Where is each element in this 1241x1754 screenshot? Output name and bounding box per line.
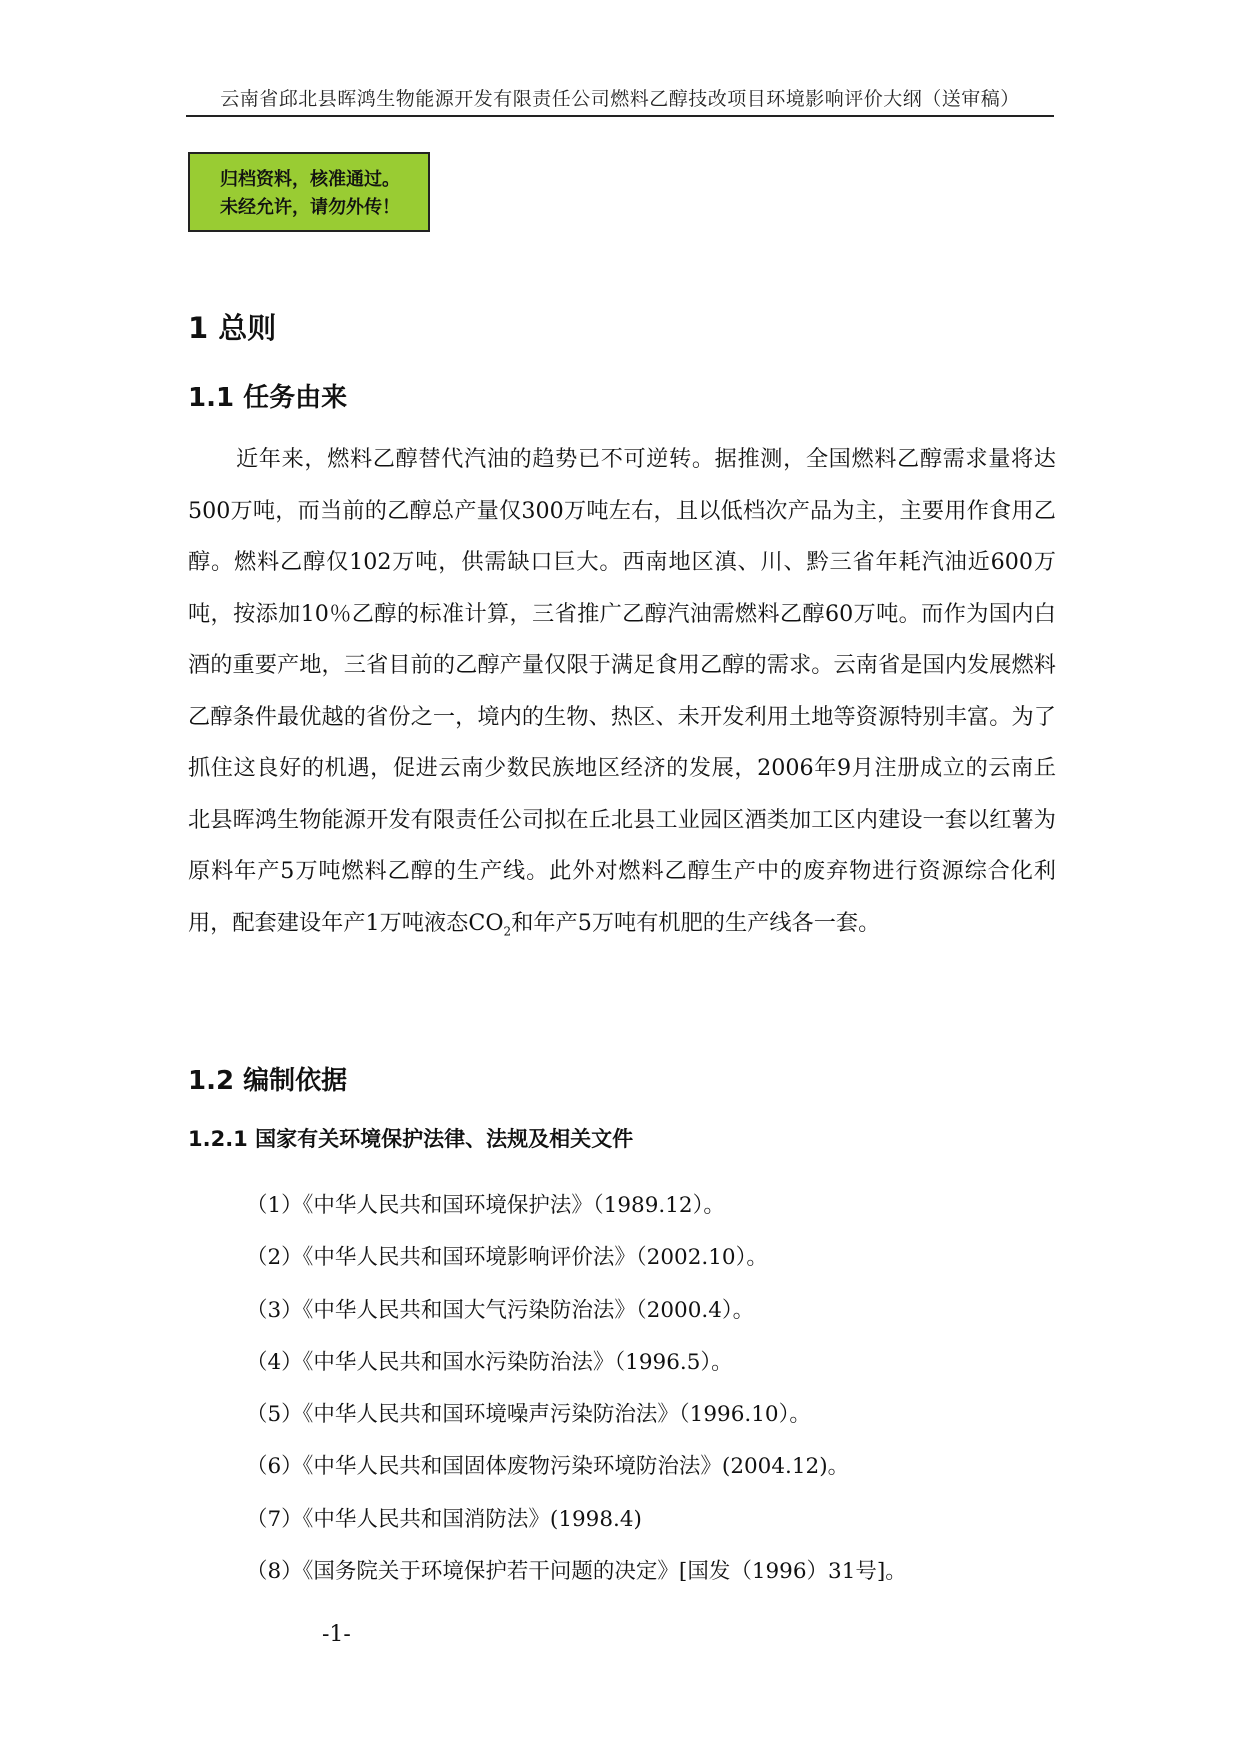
paragraph-text: 近年来，燃料乙醇替代汽油的趋势已不可逆转。据推测，全国燃料乙醇需求量将达500万吨，而当前的乙醇总产量仅300万吨左右，且以低档次产品为主，主要用作食用乙醇。燃料乙醇仅102万吨，供需缺口巨大。西南地区滇、川、黔三省年耗汽油近600万吨，按添加10％乙醇的标准计算，三省推广乙醇汽油需燃料乙醇60万吨。而作为国内白酒的重要产地，三省目前的乙醇产量仅限于满足食用乙醇的需求。云南省是国内发展燃料乙醇条件最优越的省份之一，境内的生物、热区、未开发利用土地等资源特别丰富。为了抓住这良好的机遇，促进云南少数民族地区经济的发展，2006年9月注册成立的云南丘北县晖鸿生物能源开发有限责任公司拟在丘北县工业园区酒类加工区内建设一套以红薯为原料年产5万吨燃料乙醇的生产线。此外对燃料乙醇生产中的废弃物进行资源综合化利用，配套建设年产1万吨液态CO — [188, 446, 1056, 936]
subscript-2: 2 — [503, 923, 512, 938]
list-item: （2）《中华人民共和国环境影响评价法》（2002.10）。 — [246, 1245, 768, 1271]
list-item: （1）《中华人民共和国环境保护法》（1989.12）。 — [246, 1193, 725, 1218]
reference-list — [246, 1180, 907, 1598]
page-number: -1- — [322, 1622, 351, 1647]
paragraph-text-tail: 和年产5万吨有机肥的生产线各一套。 — [511, 909, 881, 936]
list-item: （7）《中华人民共和国消防法》(1998.4) — [246, 1506, 642, 1532]
section-heading-basis: 1.2 编制依据 — [188, 1066, 348, 1096]
subsection-heading-laws: 1.2.1 国家有关环境保护法律、法规及相关文件 — [188, 1127, 634, 1151]
section-heading-origin: 1.1 任务由来 — [188, 383, 348, 413]
header-divider — [186, 115, 1054, 117]
list-item: （5）《中华人民共和国环境噪声污染防治法》（1996.10）。 — [246, 1402, 811, 1428]
list-item: （4）《中华人民共和国水污染防治法》（1996.5）。 — [246, 1349, 733, 1375]
list-item: （8）《国务院关于环境保护若干问题的决定》[国发（1996）31号]。 — [246, 1559, 907, 1585]
list-item: （3）《中华人民共和国大气污染防治法》（2000.4）。 — [246, 1297, 755, 1323]
archive-stamp — [188, 152, 430, 232]
body-paragraph — [188, 434, 1056, 949]
stamp-line-2: 未经允许，请勿外传！ — [220, 197, 400, 218]
chapter-heading: 1 总则 — [188, 311, 277, 345]
stamp-line-1: 归档资料，核准通过。 — [220, 169, 400, 190]
page-header: 云南省邱北县晖鸿生物能源开发有限责任公司燃料乙醇技改项目环境影响评价大纲（送审稿） — [220, 88, 1020, 110]
list-item: （6）《中华人民共和国固体废物污染环境防治法》(2004.12)。 — [246, 1454, 850, 1480]
